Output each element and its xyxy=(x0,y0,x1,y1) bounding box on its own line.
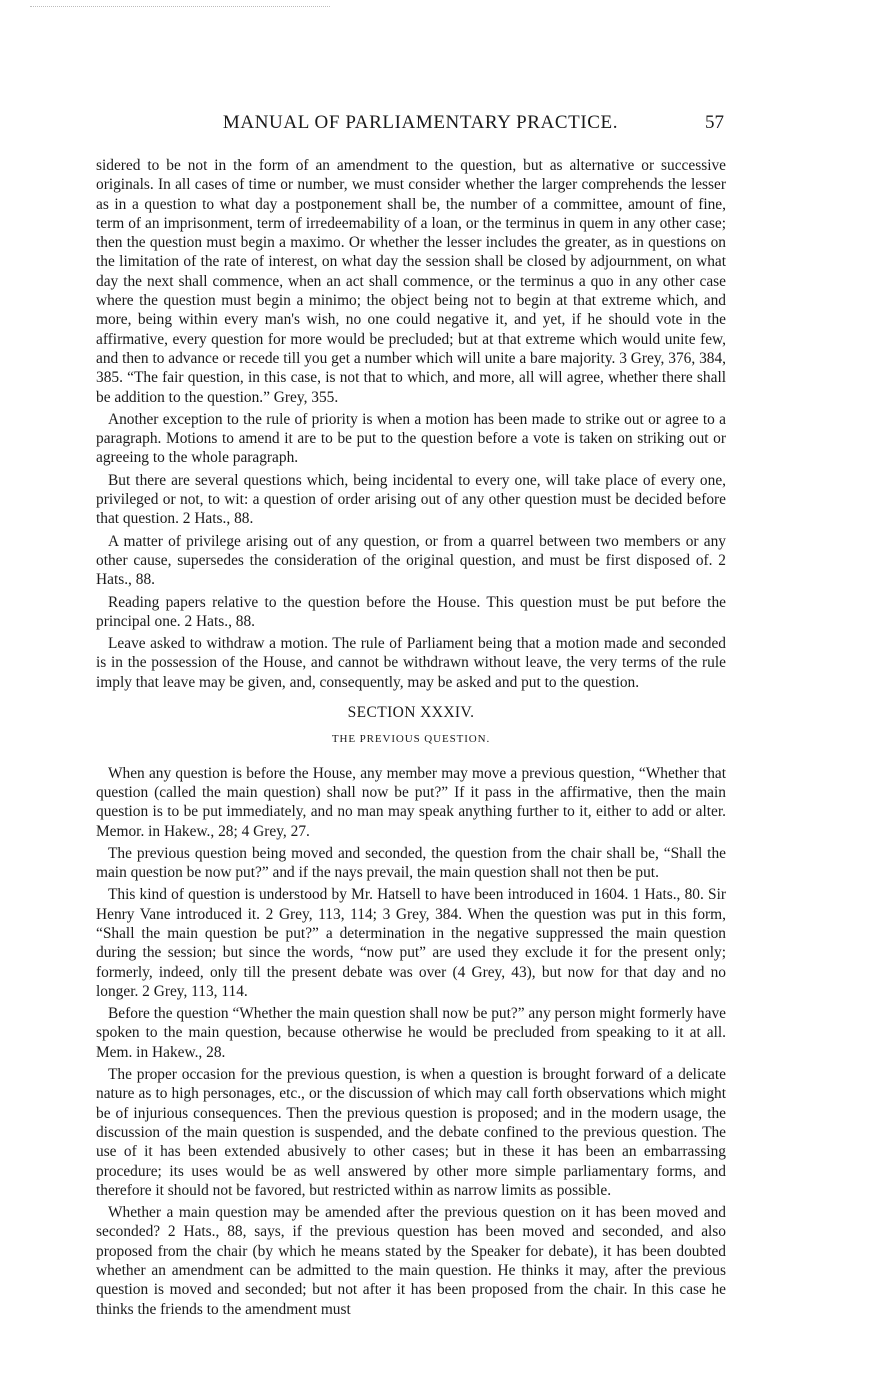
paragraph: Another exception to the rule of priority is when a motion has been made to strike out or agree to a paragraph. Motions to amend it are to be put to the question before a vote is taken on striking out or agreeing to the whole paragraph. xyxy=(96,410,726,467)
paragraph: Before the question “Whether the main question shall now be put?” any person might formerly have spoken to the main question, because otherwise he would be precluded from speaking to it at all. Mem. in Hakew., 28. xyxy=(96,1005,726,1061)
paragraph: When any question is before the House, any member may move a previous question, “Whether that question (called the main question) shall now be put?” If it pass in the affirmative, then the main question is to be put immediately, and no man may speak anything further to it, either to add or alter. Memor. in Hakew., 28; 4 Grey, 27. xyxy=(96,764,726,840)
running-head xyxy=(96,112,726,142)
running-title: MANUAL OF PARLIAMENTARY PRACTICE. xyxy=(222,112,619,133)
paragraph: This kind of question is understood by Mr. Hatsell to have been introduced in 1604. 1 Hats., 80. Sir Henry Vane introduced it. 2 Grey, 113, 114; 3 Grey, 384. When the question was put in this form, “Shall the main question be put?” a determination in the negative suppressed the main question during the session; but since the words, “now put” are used they exclude it for the present only; formerly, indeed, only till the present debate was over (4 Grey, 43), but now for that day and no longer. 2 Grey, 113, 114. xyxy=(96,886,726,1000)
body-text xyxy=(96,156,726,1319)
page-number: 57 xyxy=(705,112,724,133)
section-subheading: THE PREVIOUS QUESTION. xyxy=(331,733,491,746)
book-page xyxy=(96,112,726,1322)
scan-edge-mark xyxy=(30,6,330,7)
paragraph: The proper occasion for the previous question, is when a question is brought forward of a delicate nature as to high personages, etc., or the discussion of which may call forth observations which might be of injurious consequences. Then the previous question is proposed; and in the modern usage, the discussion of the main question is suspended, and the debate confined to the previous question. The use of it has been extended abusively to other cases; but in these it has been an embarrassing procedure; its uses would be as well answered by other more simple parliamentary forms, and therefore it should not be favored, but restricted within as narrow limits as possible. xyxy=(96,1066,726,1199)
paragraph: Whether a main question may be amended after the previous question on it has been moved and seconded? 2 Hats., 88, says, if the previous question has been moved and seconded, and also proposed from the chair (by which he means stated by the Speaker for debate), it has been doubted whether an amendment can be admitted to the main question. He thinks it may, after the previous question is moved and seconded; but not after it has been proposed from the chair. In this case he thinks the friends to the amendment must xyxy=(96,1204,726,1318)
paragraph: sidered to be not in the form of an amendment to the question, but as alternative or successive originals. In all cases of time or number, we must consider whether the larger comprehends the lesser as in a question to what day a postponement shall be, the number of a committee, amount of fine, term of an imprisonment, term of irredeemability of a loan, or the terminus in quem in any other case; then the question must begin a maximo. Or whether the lesser includes the greater, as in questions on the limitation of the rate of interest, on what day the session shall be closed by adjournment, on what day the next shall commence, when an act shall commence, or the terminus a quo in any other case where the question must begin a minimo; the object being not to begin at that extreme which, and more, being within every man's wish, no one could negative it, and yet, if he should vote in the affirmative, every question for more would be precluded; but at that extreme which would unite few, and then to advance or recede till you get a number which will unite a bare majority. 3 Grey, 376, 384, 385. “The fair question, in this case, is not that to which, and more, all will agree, whether there shall be addition to the question.” Grey, 355. xyxy=(96,157,726,406)
section-heading: SECTION XXXIV. xyxy=(347,704,475,722)
paragraph: A matter of privilege arising out of any question, or from a quarrel between two members or any other cause, supersedes the consideration of the original question, and must be first disposed of. 2 Hats., 88. xyxy=(96,532,726,589)
paragraph: But there are several questions which, being incidental to every one, will take place of every one, privileged or not, to wit: a question of order arising out of any other question must be decided before that question. 2 Hats., 88. xyxy=(96,471,726,528)
paragraph: Reading papers relative to the question before the House. This question must be put before the principal one. 2 Hats., 88. xyxy=(96,593,726,630)
paragraph: The previous question being moved and seconded, the question from the chair shall be, “Shall the main question be now put?” and if the nays prevail, the main question shall not then be put. xyxy=(96,844,726,882)
paragraph: Leave asked to withdraw a motion. The rule of Parliament being that a motion made and seconded is in the possession of the House, and cannot be withdrawn without leave, the very terms of the rule imply that leave may be given, and, consequently, may be asked and put to the question. xyxy=(96,635,726,691)
